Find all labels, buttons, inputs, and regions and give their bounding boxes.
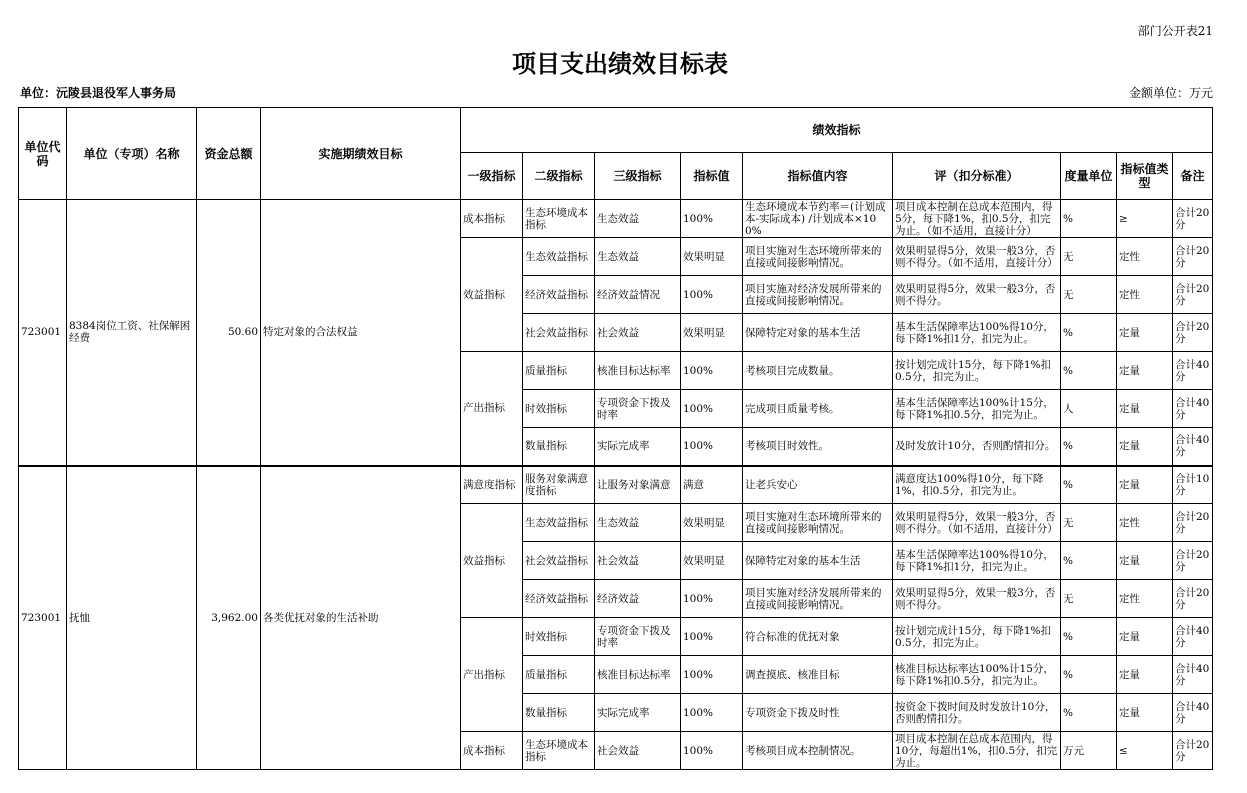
performance-table: [18, 107, 1213, 770]
indicator-value: 100%: [681, 352, 743, 390]
value-type: ≤: [1117, 732, 1173, 770]
score-standard-text: 项目成本控制在总成本范围内，得10分，每超出1%，扣0.5分，扣完为止。: [895, 732, 1058, 769]
level1-indicator: 成本指标: [461, 200, 523, 238]
project-amount: 50.60: [197, 200, 261, 466]
indicator-content-text: 让老兵安心: [745, 478, 798, 491]
measure-unit: %: [1061, 428, 1117, 466]
header-note: 备注: [1173, 153, 1213, 200]
value-type: 定性: [1117, 276, 1173, 314]
level2-indicator: 质量指标: [523, 352, 595, 390]
score-standard: [893, 238, 1061, 276]
indicator-content: [743, 238, 893, 276]
level2-indicator: 生态环境成本指标: [523, 732, 595, 770]
score-standard-text: 按资金下拨时间及时发放计10分，否则酌情扣分。: [895, 700, 1056, 725]
score-standard: [893, 732, 1061, 770]
level2-indicator: 生态效益指标: [523, 504, 595, 542]
indicator-value: 满意: [681, 466, 743, 504]
header-measure: 度量单位: [1061, 153, 1117, 200]
score-standard: [893, 428, 1061, 466]
indicator-content: [743, 580, 893, 618]
value-type: 定量: [1117, 694, 1173, 732]
unit-label: 单位：沅陵县退役军人事务局: [20, 86, 177, 100]
header-indicators: 绩效指标: [461, 108, 1213, 153]
indicator-value: 100%: [681, 618, 743, 656]
level3-indicator: 实际完成率: [595, 694, 681, 732]
score-standard-text: 项目成本控制在总成本范围内，得5分，每下降1%，扣0.5分，扣完为止。（如不适用，直接计分）: [895, 200, 1053, 237]
score-standard-text: 基本生活保障率达100%计15分，每下降1%扣0.5分，扣完为止。: [895, 396, 1054, 421]
score-standard: [893, 466, 1061, 504]
score-standard: [893, 314, 1061, 352]
level1-indicator: 产出指标: [461, 618, 523, 732]
header-content: 指标值内容: [743, 153, 893, 200]
header-amount: 资金总额: [197, 108, 261, 200]
level2-indicator: 质量指标: [523, 656, 595, 694]
header-goal: 实施期绩效目标: [261, 108, 461, 200]
indicator-content: [743, 200, 893, 238]
score-standard-text: 核准目标达标率达100%计15分，每下降1%扣0.5分，扣完为止。: [895, 662, 1054, 687]
project-name: 8384岗位工资、社保解困经费: [67, 200, 197, 466]
level3-indicator: 经济效益: [595, 580, 681, 618]
level3-indicator: 生态效益: [595, 238, 681, 276]
header-name: 单位（专项）名称: [67, 108, 197, 200]
indicator-content-text: 项目实施对生态环境所带来的直接或间接影响情况。: [745, 510, 882, 535]
level2-indicator: 社会效益指标: [523, 314, 595, 352]
level3-indicator: 实际完成率: [595, 428, 681, 466]
level2-indicator: 生态效益指标: [523, 238, 595, 276]
indicator-content: [743, 352, 893, 390]
header-score: 评（扣分标准）: [893, 153, 1061, 200]
measure-unit: 万元: [1061, 732, 1117, 770]
remark: 合计40分: [1173, 618, 1213, 656]
project-code: 723001: [19, 200, 67, 466]
remark: 合计20分: [1173, 238, 1213, 276]
measure-unit: %: [1061, 466, 1117, 504]
value-type: 定量: [1117, 390, 1173, 428]
page-title: 项目支出绩效目标表: [512, 50, 728, 78]
score-standard-text: 按计划完成计15分，每下降1%扣0.5分，扣完为止。: [895, 358, 1052, 383]
remark: 合计40分: [1173, 352, 1213, 390]
value-type: 定量: [1117, 618, 1173, 656]
value-type: 定量: [1117, 428, 1173, 466]
project-code: 723001: [19, 466, 67, 770]
level1-indicator: 产出指标: [461, 352, 523, 466]
score-standard: [893, 580, 1061, 618]
indicator-content-text: 项目实施对经济发展所带来的直接或间接影响情况。: [745, 586, 882, 611]
table-number: 部门公开表21: [1137, 24, 1213, 38]
level2-indicator: 生态环境成本指标: [523, 200, 595, 238]
indicator-content-text: 项目实施对生态环境所带来的直接或间接影响情况。: [745, 244, 882, 269]
score-standard-text: 按计划完成计15分，每下降1%扣0.5分，扣完为止。: [895, 624, 1052, 649]
indicator-value: 100%: [681, 276, 743, 314]
value-type: 定量: [1117, 466, 1173, 504]
level3-indicator: 社会效益: [595, 732, 681, 770]
level2-indicator: 数量指标: [523, 694, 595, 732]
level3-indicator: 社会效益: [595, 542, 681, 580]
level1-indicator: 效益指标: [461, 504, 523, 618]
table-body: [19, 200, 1213, 770]
indicator-value: 100%: [681, 428, 743, 466]
indicator-content-text: 考核项目时效性。: [745, 440, 829, 453]
table-row: [19, 200, 1213, 238]
score-standard-text: 满意度达100%得10分，每下降1%，扣0.5分，扣完为止。: [895, 472, 1044, 497]
remark: 合计40分: [1173, 656, 1213, 694]
project-name: 抚恤: [67, 466, 197, 770]
remark: 合计10分: [1173, 466, 1213, 504]
header-level2: 二级指标: [523, 153, 595, 200]
level3-indicator: 让服务对象满意: [595, 466, 681, 504]
value-type: 定性: [1117, 504, 1173, 542]
indicator-content: [743, 656, 893, 694]
score-standard-text: 基本生活保障率达100%得10分，每下降1%扣1分，扣完为止。: [895, 320, 1054, 345]
remark: 合计20分: [1173, 200, 1213, 238]
measure-unit: %: [1061, 618, 1117, 656]
indicator-content: [743, 314, 893, 352]
project-amount: 3,962.00: [197, 466, 261, 770]
remark: 合计40分: [1173, 390, 1213, 428]
indicator-content-text: 完成项目质量考核。: [745, 402, 840, 415]
score-standard: [893, 504, 1061, 542]
indicator-content: [743, 504, 893, 542]
measure-unit: %: [1061, 352, 1117, 390]
level2-indicator: 经济效益指标: [523, 276, 595, 314]
value-type: 定量: [1117, 352, 1173, 390]
indicator-value: 100%: [681, 390, 743, 428]
indicator-value: 100%: [681, 694, 743, 732]
indicator-value: 效果明显: [681, 238, 743, 276]
measure-unit: %: [1061, 314, 1117, 352]
measure-unit: 无: [1061, 238, 1117, 276]
indicator-content: [743, 542, 893, 580]
measure-unit: 人: [1061, 390, 1117, 428]
level2-indicator: 时效指标: [523, 618, 595, 656]
indicator-content-text: 生态环境成本节约率＝(计划成本-实际成本) /计划成本×100%: [745, 200, 886, 237]
value-type: 定性: [1117, 580, 1173, 618]
indicator-content-text: 符合标准的优抚对象: [745, 630, 840, 643]
indicator-content: [743, 466, 893, 504]
table-row: [19, 466, 1213, 504]
score-standard-text: 效果明显得5分，效果一般3分，否则不得分。（如不适用，直接计分）: [895, 244, 1058, 269]
score-standard: [893, 390, 1061, 428]
indicator-content: [743, 390, 893, 428]
remark: 合计20分: [1173, 504, 1213, 542]
level3-indicator: 生态效益: [595, 200, 681, 238]
score-standard: [893, 200, 1061, 238]
value-type: 定量: [1117, 656, 1173, 694]
header-value: 指标值: [681, 153, 743, 200]
score-standard: [893, 618, 1061, 656]
value-type: 定量: [1117, 542, 1173, 580]
indicator-content-text: 项目实施对经济发展所带来的直接或间接影响情况。: [745, 282, 882, 307]
measure-unit: 无: [1061, 276, 1117, 314]
remark: 合计20分: [1173, 542, 1213, 580]
project-goal: 各类优抚对象的生活补助: [261, 466, 461, 770]
level3-indicator: 社会效益: [595, 314, 681, 352]
project-goal: 特定对象的合法权益: [261, 200, 461, 466]
indicator-content: [743, 276, 893, 314]
measure-unit: 无: [1061, 580, 1117, 618]
score-standard-text: 基本生活保障率达100%得10分，每下降1%扣1分，扣完为止。: [895, 548, 1054, 573]
value-type: 定量: [1117, 314, 1173, 352]
indicator-content-text: 保障特定对象的基本生活: [745, 554, 861, 567]
remark: 合计20分: [1173, 276, 1213, 314]
level3-indicator: 经济效益情况: [595, 276, 681, 314]
measure-unit: 无: [1061, 504, 1117, 542]
level2-indicator: 数量指标: [523, 428, 595, 466]
header-level1: 一级指标: [461, 153, 523, 200]
indicator-content: [743, 618, 893, 656]
score-standard: [893, 694, 1061, 732]
level3-indicator: 专项资金下拨及时率: [595, 390, 681, 428]
indicator-content-text: 保障特定对象的基本生活: [745, 326, 861, 339]
indicator-value: 100%: [681, 200, 743, 238]
score-standard: [893, 656, 1061, 694]
level2-indicator: 经济效益指标: [523, 580, 595, 618]
value-type: 定性: [1117, 238, 1173, 276]
value-type: ≥: [1117, 200, 1173, 238]
header-code: 单位代码: [19, 108, 67, 200]
indicator-value: 100%: [681, 656, 743, 694]
remark: 合计20分: [1173, 580, 1213, 618]
remark: 合计40分: [1173, 694, 1213, 732]
level1-indicator: 效益指标: [461, 238, 523, 352]
money-unit-label: 金额单位：万元: [1128, 86, 1213, 100]
indicator-value: 效果明显: [681, 504, 743, 542]
indicator-content: [743, 694, 893, 732]
level2-indicator: 服务对象满意度指标: [523, 466, 595, 504]
header-level3: 三级指标: [595, 153, 681, 200]
remark: 合计20分: [1173, 314, 1213, 352]
indicator-content-text: 调查摸底、核准目标: [745, 668, 840, 681]
score-standard: [893, 542, 1061, 580]
level3-indicator: 核准目标达标率: [595, 352, 681, 390]
indicator-content-text: 专项资金下拨及时性: [745, 706, 840, 719]
measure-unit: %: [1061, 200, 1117, 238]
measure-unit: %: [1061, 694, 1117, 732]
level3-indicator: 生态效益: [595, 504, 681, 542]
indicator-content: [743, 732, 893, 770]
measure-unit: %: [1061, 542, 1117, 580]
score-standard: [893, 352, 1061, 390]
measure-unit: %: [1061, 656, 1117, 694]
indicator-value: 100%: [681, 732, 743, 770]
level3-indicator: 专项资金下拨及时率: [595, 618, 681, 656]
level2-indicator: 时效指标: [523, 390, 595, 428]
indicator-value: 效果明显: [681, 314, 743, 352]
indicator-value: 100%: [681, 580, 743, 618]
header-type: 指标值类型: [1117, 153, 1173, 200]
score-standard-text: 效果明显得5分，效果一般3分，否则不得分。（如不适用，直接计分）: [895, 510, 1058, 535]
score-standard-text: 效果明显得5分，效果一般3分，否则不得分。: [895, 282, 1056, 307]
score-standard-text: 效果明显得5分，效果一般3分，否则不得分。: [895, 586, 1056, 611]
level3-indicator: 核准目标达标率: [595, 656, 681, 694]
score-standard: [893, 276, 1061, 314]
level1-indicator: 成本指标: [461, 732, 523, 770]
indicator-content-text: 考核项目成本控制情况。: [745, 744, 861, 757]
indicator-content-text: 考核项目完成数量。: [745, 364, 840, 377]
level2-indicator: 社会效益指标: [523, 542, 595, 580]
remark: 合计40分: [1173, 428, 1213, 466]
score-standard-text: 及时发放计10分，否则酌情扣分。: [895, 440, 1056, 453]
remark: 合计20分: [1173, 732, 1213, 770]
level1-indicator: 满意度指标: [461, 466, 523, 504]
indicator-content: [743, 428, 893, 466]
indicator-value: 效果明显: [681, 542, 743, 580]
